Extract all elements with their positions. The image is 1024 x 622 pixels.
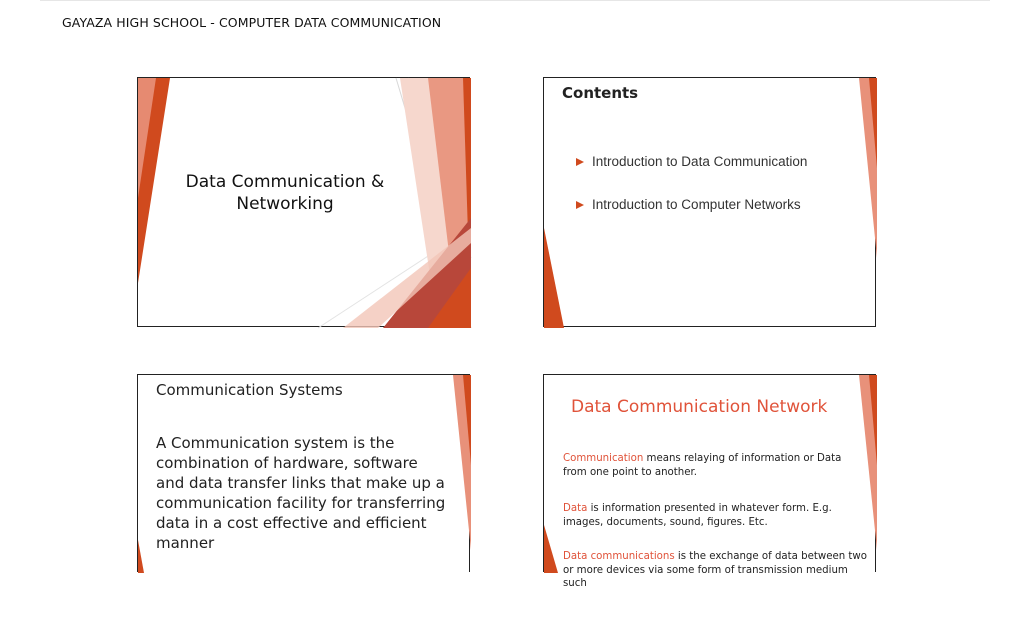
slide-title bbox=[137, 77, 470, 327]
slide-heading: Contents bbox=[562, 84, 639, 102]
slide-data-communication-network bbox=[543, 374, 876, 589]
definition-text: is the exchange of data between two or more devices via some form of transmission medium such bbox=[563, 551, 867, 589]
definition-text: means relaying of information or Data from one point to another. bbox=[563, 453, 842, 478]
bullet-arrow-icon bbox=[576, 158, 584, 166]
list-item-text: Introduction to Computer Networks bbox=[592, 197, 801, 212]
definition-paragraph bbox=[563, 452, 868, 479]
definition-term: Data communications bbox=[563, 551, 675, 562]
page-top-rule bbox=[40, 0, 990, 1]
list-item bbox=[576, 154, 807, 169]
slide-heading: Communication Systems bbox=[156, 381, 343, 399]
slide-title-text bbox=[174, 171, 396, 215]
slide-heading: Data Communication Network bbox=[571, 397, 828, 417]
title-line-1: Data Communication & bbox=[185, 172, 385, 192]
slide-body-text: A Communication system is the combination of hardware, software and data transfer links that make up a communication facility for transferring data in a cost effective and efficient manner bbox=[156, 434, 446, 552]
definition-text: is information presented in whatever form. E.g. images, documents, sound, figures. Etc. bbox=[563, 503, 832, 528]
definition-term: Communication bbox=[563, 453, 644, 464]
definition-paragraph bbox=[563, 550, 868, 591]
list-item-text: Introduction to Data Communication bbox=[592, 154, 808, 169]
document-header: GAYAZA HIGH SCHOOL - COMPUTER DATA COMMUNICATION bbox=[62, 15, 442, 30]
contents-list bbox=[576, 154, 807, 240]
bullet-arrow-icon bbox=[576, 201, 584, 209]
slide-communication-systems bbox=[137, 374, 470, 572]
slide-contents bbox=[543, 77, 876, 327]
list-item bbox=[576, 197, 807, 212]
definition-paragraph bbox=[563, 502, 868, 529]
definition-term: Data bbox=[563, 503, 588, 514]
title-line-2: Networking bbox=[236, 194, 334, 214]
